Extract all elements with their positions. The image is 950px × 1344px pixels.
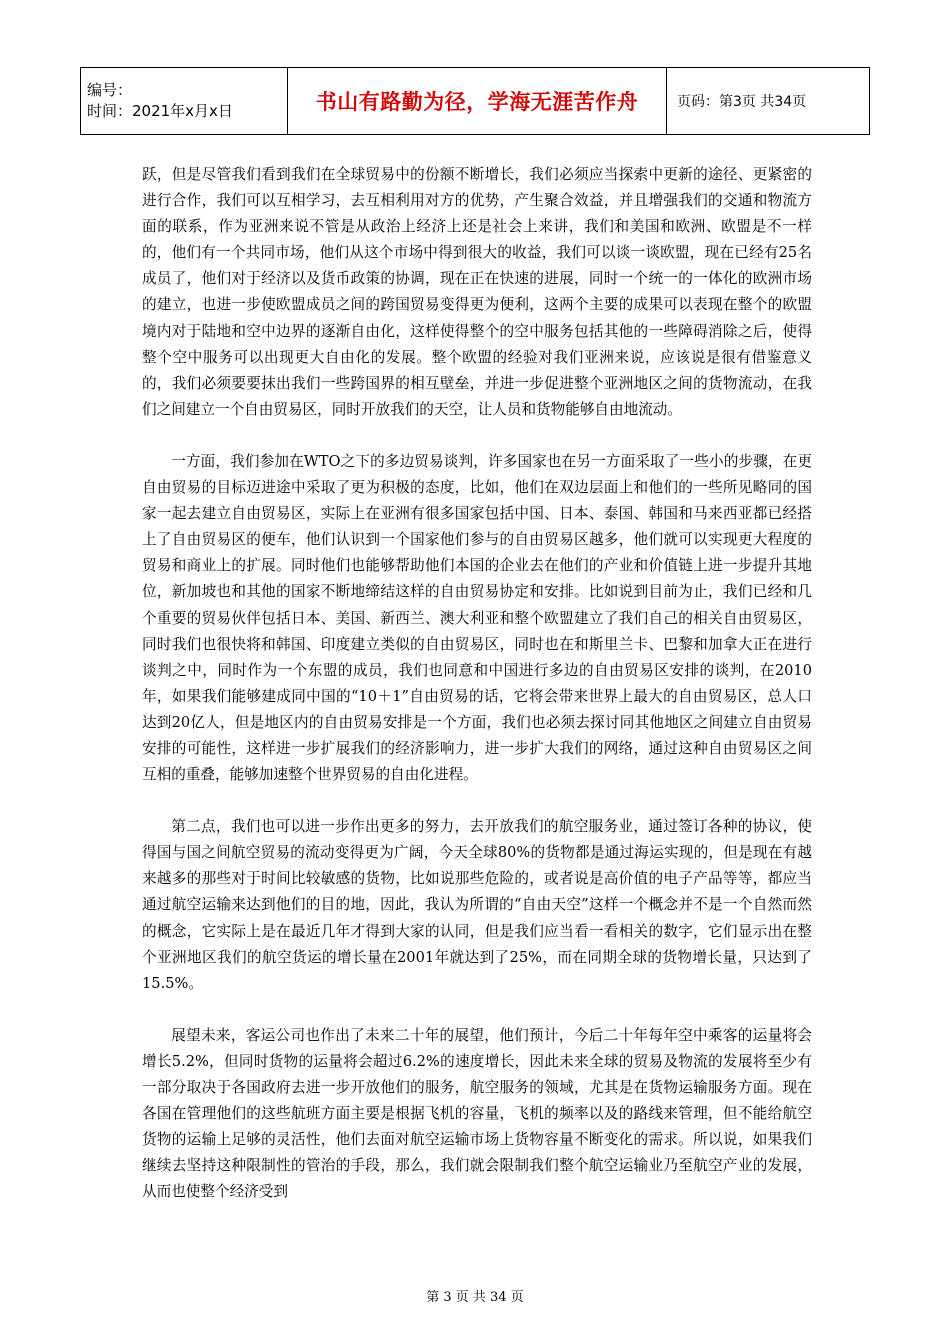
header-motto-cell (288, 68, 667, 135)
paragraph: 一方面，我们参加在WTO之下的多边贸易谈判，许多国家也在另一方面采取了一些小的步骤，在更自由贸易的目标迈进途中采取了更为积极的态度，比如，他们在双边层面上和他们的一些所见略同的国家一起去建立自由贸易区，实际上在亚洲有很多国家包括中国、日本、泰国、韩国和马来西亚都已经搭上了自由贸易区的便车，他们认识到一个国家他们参与的自由贸易区越多，他们就可以实现更大程度的贸易和商业上的扩展。同时他们也能够帮助他们本国的企业去在他们的产业和价值链上进一步提升其地位，新加坡也和其他的国家不断地缔结这样的自由贸易协定和安排。比如说到目前为止，我们已经和几个重要的贸易伙伴包括日本、美国、新西兰、澳大利亚和整个欧盟建立了我们自己的相关自由贸易区，同时我们也很快将和韩国、印度建立类似的自由贸易区，同时也在和斯里兰卡、巴黎和加拿大正在进行谈判之中，同时作为一个东盟的成员，我们也同意和中国进行多边的自由贸易区安排的谈判，在2010年，如果我们能够建成同中国的“10＋1”自由贸易的话，它将会带来世界上最大的自由贸易区，总人口达到20亿人，但是地区内的自由贸易安排是一个方面，我们也必须去探讨同其他地区之间建立自由贸易安排的可能性，这样进一步扩展我们的经济影响力，进一步扩大我们的网络，通过这种自由贸易区之间互相的重叠，能够加速整个世界贸易的自由化进程。 (142, 452, 812, 784)
document-body (142, 162, 812, 1205)
page-footer: 第 3 页 共 34 页 (426, 1290, 524, 1305)
header-meta (81, 68, 288, 135)
paragraph: 跃，但是尽管我们看到我们在全球贸易中的份额不断增长，我们必须应当探索中更新的途径、更紧密的进行合作，我们可以互相学习，去互相利用对方的优势，产生聚合效益，并且增强我们的交通和物流方面的联系，作为亚洲来说不管是从政治上经济上还是社会上来讲，我们和美国和欧洲、欧盟是不一样的，他们有一个共同市场，他们从这个市场中得到很大的收益，我们可以谈一谈欧盟，现在已经有25名成员了，他们对于经济以及货币政策的协调，现在正在快速的进展，同时一个统一的一体化的欧洲市场的建立，也进一步使欧盟成员之间的跨国贸易变得更为便利，这两个主要的成果可以表现在整个的欧盟境内对于陆地和空中边界的逐渐自由化，这样使得整个的空中服务包括其他的一些障碍消除之后，使得整个空中服务可以出现更大自由化的发展。整个欧盟的经验对我们亚洲来说，应该说是很有借鉴意义的，我们必须要要抹出我们一些跨国界的相互壁垒，并进一步促进整个亚洲地区之间的货物流动，在我们之间建立一个自由贸易区，同时开放我们的天空，让人员和货物能够自由地流动。 (142, 166, 812, 418)
header-table (80, 67, 870, 135)
header-motto: 书山有路勤为径，学海无涯苦作舟 (315, 90, 639, 114)
document-number-label: 编号： (87, 81, 133, 99)
paragraph: 展望未来，客运公司也作出了未来二十年的展望，他们预计，今后二十年每年空中乘客的运量将会增长5.2%，但同时货物的运量将会超过6.2%的速度增长，因此未来全球的贸易及物流的发展将至少有一部分取决于各国政府去进一步开放他们的服务，航空服务的领域，尤其是在货物运输服务方面。现在各国在管理他们的这些航班方面主要是根据飞机的容量，飞机的频率以及的路线来管理，但不能给航空货物的运输上足够的灵活性，他们去面对航空运输市场上货物容量不断变化的需求。所以说，如果我们继续去坚持这种限制性的管治的手段，那么，我们就会限制我们整个航空运输业乃至航空产业的发展，从而也使整个经济受到 (142, 1026, 812, 1201)
paragraph: 第二点，我们也可以进一步作出更多的努力，去开放我们的航空服务业，通过签订各种的协议，使得国与国之间航空贸易的流动变得更为广阔，今天全球80%的货物都是通过海运实现的，但是现在有越来越多的那些对于时间比较敏感的货物，比如说那些危险的，或者说是高价值的电子产品等等，都应当通过航空运输来达到他们的目的地，因此，我认为所谓的“自由天空”这样一个概念并不是一个自然而然的概念，它实际上是在最近几年才得到大家的认同，但是我们应当看一看相关的数字，它们显示出在整个亚洲地区我们的航空货运的增长量在2001年就达到了25%，而在同期全球的货物增长量，只达到了15.5%。 (142, 818, 812, 992)
document-date: 时间：2021年x月x日 (87, 102, 233, 120)
header-page-info: 页码：第3页 共34页 (667, 68, 870, 135)
